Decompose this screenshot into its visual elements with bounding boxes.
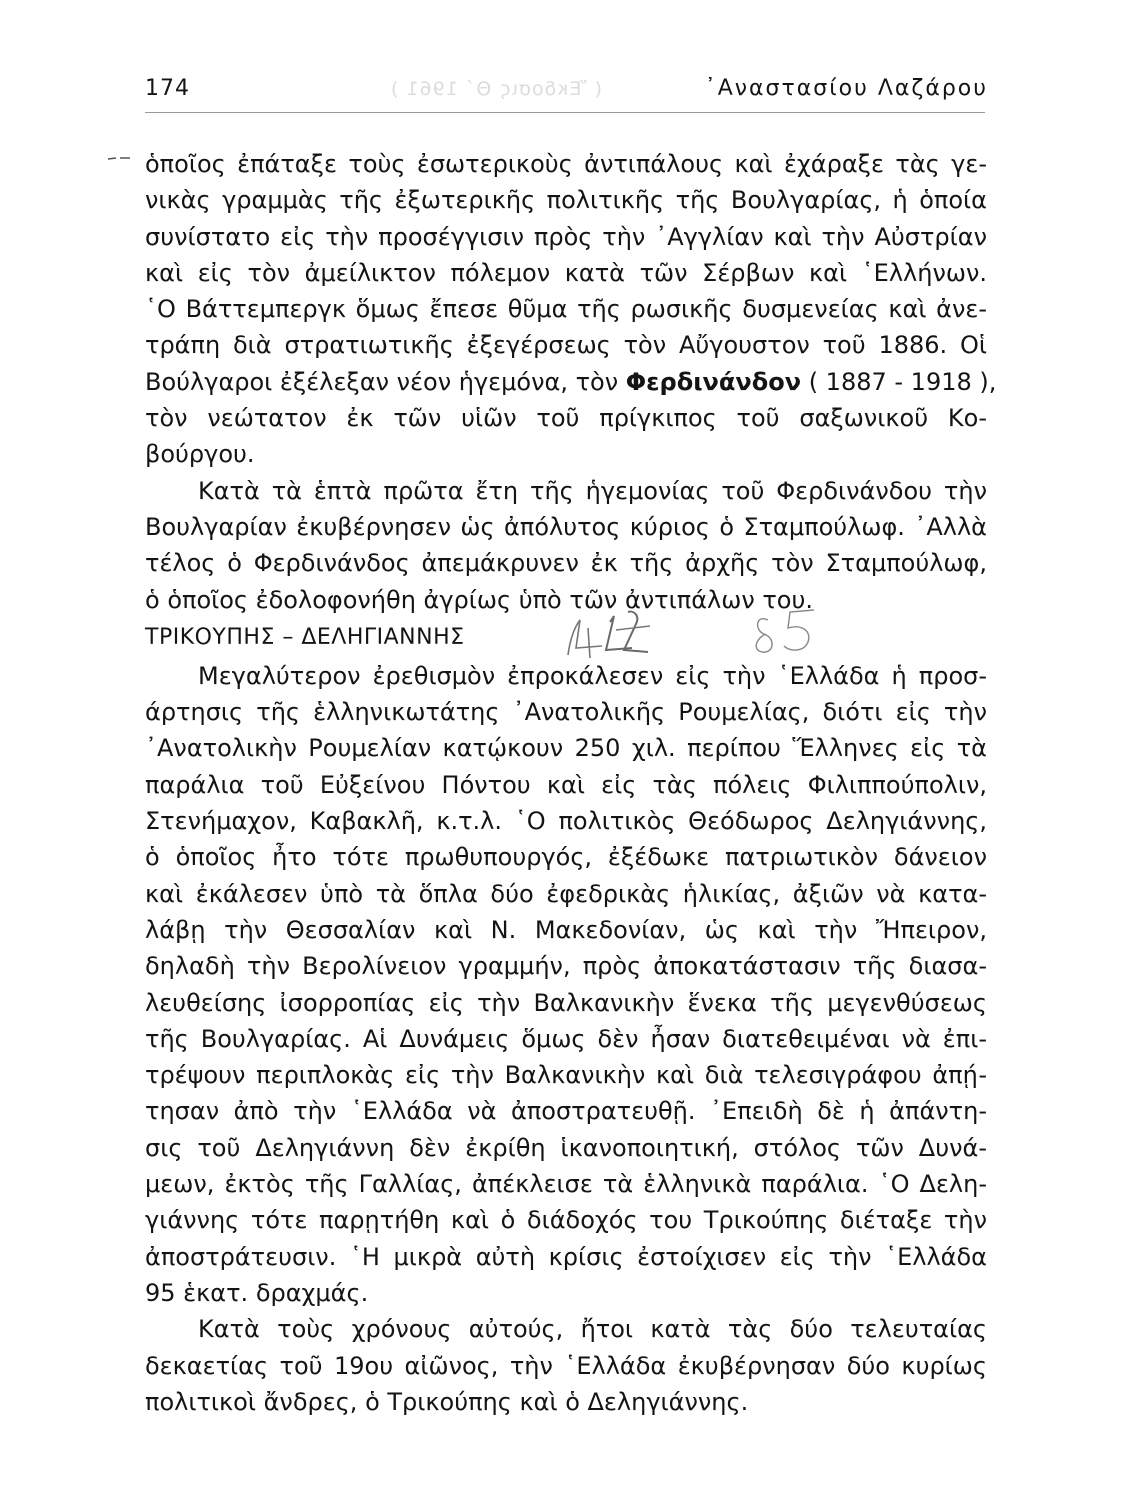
- text-line: ὁποῖος ἐπάταξε τοὺς ἐσωτερικοὺς ἀντιπάλους καὶ ἐχάραξε τὰς γε-: [145, 150, 987, 178]
- text-line: τὸν νεώτατον ἐκ τῶν υἱῶν τοῦ πρίγκιπος τοῦ σαξωνικοῦ Κο-: [145, 404, 987, 433]
- body-text: [145, 146, 997, 1420]
- text-line: ὁ ὁποῖος ἦτο τότε πρωθυπουργός, ἐξέδωκε πατριωτικὸν δάνειον: [145, 843, 987, 872]
- text-line: τῆς Βουλγαρίας. Αἱ Δυνάμεις ὅμως δὲν ἦσαν διατεθειμέναι νὰ ἐπι-: [145, 1024, 987, 1053]
- paragraph-1: [145, 146, 997, 473]
- text-line: παράλια τοῦ Εὐξείνου Πόντου καὶ εἰς τὰς πόλεις Φιλιππούπολιν,: [145, 770, 987, 799]
- text-line: νικὰς γραμμὰς τῆς ἐξωτερικῆς πολιτικῆς τῆς Βουλγαρίας, ἡ ὁποία: [145, 186, 987, 215]
- bleed-through-text: ( Ἔκδοσις Θ΄ 1961 ): [390, 78, 602, 100]
- section-heading: ΤΡΙΚΟΥΠΗΣ – ΔΕΛΗΓΙΑΝΝΗΣ: [145, 624, 465, 650]
- text-line: Βουλγαρίαν ἐκυβέρνησεν ὡς ἀπόλυτος κύριος ὁ Σταμπούλωφ. ᾿Αλλὰ: [145, 512, 987, 541]
- text-line: γιάννης τότε παρῃτήθη καὶ ὁ διάδοχός του Τρικούπης διέταξε τὴν: [145, 1206, 987, 1235]
- text-segment: ( 1887 - 1918 ),: [801, 367, 997, 396]
- text-line: συνίστατο εἰς τὴν προσέγγισιν πρὸς τὴν ᾿Αγγλίαν καὶ τὴν Αὐστρίαν: [145, 222, 987, 251]
- paragraph-2: [145, 473, 987, 618]
- text-line: λευθείσης ἰσορροπίας εἰς τὴν Βαλκανικὴν ἕνεκα τῆς μεγενθύσεως: [145, 988, 987, 1017]
- text-line: τησαν ἀπὸ τὴν ῾Ελλάδα νὰ ἀποστρατευθῇ. ᾿Επειδὴ δὲ ἡ ἀπάντη-: [145, 1097, 987, 1126]
- handwritten-note-42-85: [550, 600, 840, 675]
- text-line: μεων, ἐκτὸς τῆς Γαλλίας, ἀπέκλεισε τὰ ἑλληνικὰ παράλια. ῾Ο Δελη-: [145, 1170, 987, 1199]
- text-line: τράπη διὰ στρατιωτικῆς ἐξεγέρσεως τὸν Αὔγουστον τοῦ 1886. Οἱ: [145, 331, 987, 360]
- text-segment: Βούλγαροι ἐξέλεξαν νέον ἡγεμόνα, τὸν: [145, 367, 626, 396]
- running-head: [145, 76, 988, 106]
- running-head-author: ᾿Αναστασίου Λαζάρου: [704, 76, 988, 101]
- text-line: τρέψουν περιπλοκὰς εἰς τὴν Βαλκανικὴν καὶ διὰ τελεσιγράφου ἀπῄ-: [145, 1061, 987, 1090]
- text-line: Στενήμαχον, Καβακλῆ, κ.τ.λ. ῾Ο πολιτικὸς Θεόδωρος Δεληγιάννης,: [145, 807, 987, 836]
- text-line: Μεγαλύτερον ἐρεθισμὸν ἐπροκάλεσεν εἰς τὴν ῾Ελλάδα ἡ προσ-: [198, 661, 987, 690]
- text-line: Κατὰ τὰ ἑπτὰ πρῶτα ἔτη τῆς ἡγεμονίας τοῦ Φερδινάνδου τὴν: [198, 476, 987, 505]
- bold-name-ferdinand: Φερδινάνδον: [625, 367, 802, 396]
- text-line: δηλαδὴ τὴν Βερολίνειον γραμμήν, πρὸς ἀποκατάστασιν τῆς διασα-: [145, 952, 987, 981]
- text-line: ὁ ὁποῖος ἐδολοφονήθη ἀγρίως ὑπὸ τῶν ἀντιπάλων του.: [145, 585, 814, 614]
- text-line: καὶ εἰς τὸν ἀμείλικτον πόλεμον κατὰ τῶν Σέρβων καὶ ῾Ελλήνων.: [145, 258, 987, 287]
- text-line: Κατὰ τοὺς χρόνους αὐτούς, ἤτοι κατὰ τὰς δύο τελευταίας: [198, 1315, 987, 1344]
- text-line: ῾Ο Βάττεμπεργκ ὅμως ἔπεσε θῦμα τῆς ρωσικῆς δυσμενείας καὶ ἀνε-: [145, 295, 987, 324]
- text-line: δεκαετίας τοῦ 19ου αἰῶνος, τὴν ῾Ελλάδα ἐκυβέρνησαν δύο κυρίως: [145, 1351, 987, 1380]
- text-line: άρτησις τῆς ἑλληνικωτάτης ᾿Ανατολικῆς Ρουμελίας, διότι εἰς τὴν: [145, 698, 987, 727]
- text-line: καὶ ἐκάλεσεν ὑπὸ τὰ ὅπλα δύο ἐφεδρικὰς ἡλικίας, ἀξιῶν νὰ κατα-: [145, 879, 987, 908]
- text-line: 95 ἑκατ. δραχμάς.: [145, 1278, 369, 1307]
- text-line: βούργου.: [145, 440, 255, 469]
- margin-dash-mark: [106, 153, 136, 163]
- text-line: ᾿Ανατολικὴν Ρουμελίαν κατῴκουν 250 χιλ. περίπου Ἕλληνες εἰς τὰ: [145, 734, 987, 763]
- paragraph-3: [145, 658, 987, 1311]
- text-line: σις τοῦ Δεληγιάννη δὲν ἐκρίθη ἱκανοποιητική, στόλος τῶν Δυνά-: [145, 1133, 987, 1162]
- text-line: ἀποστράτευσιν. ῾Η μικρὰ αὐτὴ κρίσις ἐστοίχισεν εἰς τὴν ῾Ελλάδα: [145, 1242, 987, 1271]
- text-line: λάβῃ τὴν Θεσσαλίαν καὶ Ν. Μακεδονίαν, ὡς καὶ τὴν Ἤπειρον,: [145, 915, 987, 944]
- text-line-with-bold-name: [145, 364, 997, 400]
- text-line: πολιτικοὶ ἄνδρες, ὁ Τρικούπης καὶ ὁ Δεληγιάννης.: [145, 1387, 749, 1416]
- header-rule: [145, 112, 985, 113]
- paragraph-4: [145, 1311, 987, 1420]
- text-line: τέλος ὁ Φερδινάνδος ἀπεμάκρυνεν ἐκ τῆς ἀρχῆς τὸν Σταμπούλωφ,: [145, 549, 987, 578]
- page-number: 174: [145, 76, 190, 101]
